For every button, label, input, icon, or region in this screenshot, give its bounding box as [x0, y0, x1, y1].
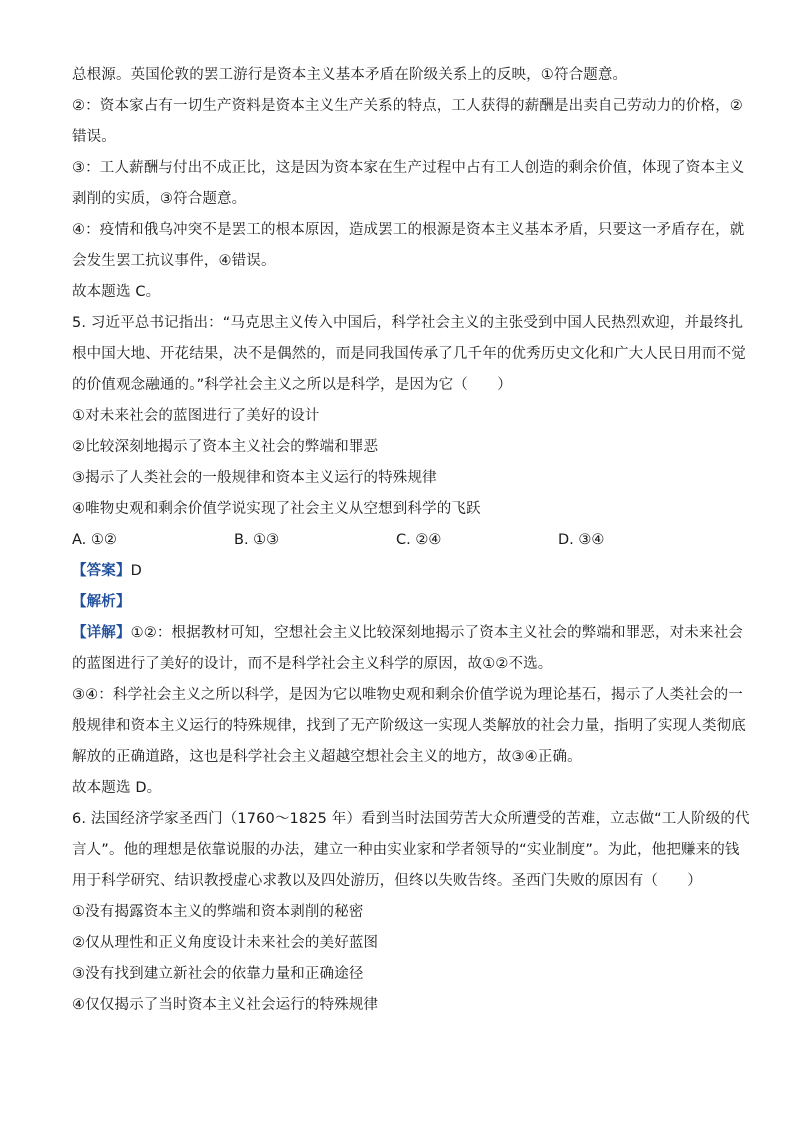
text-line: ④：疫情和俄乌冲突不是罢工的根本原因，造成罢工的根源是资本主义基本矛盾，只要这一矛盾存在，就: [72, 222, 745, 238]
statement-item: ③没有找到建立新社会的依靠力量和正确途径: [72, 966, 364, 982]
detail-line: [72, 618, 743, 649]
statement-item: ②仅从理性和正义角度设计未来社会的美好蓝图: [72, 935, 379, 951]
conclusion-line: 故本题选 C。: [72, 284, 161, 300]
detail-text: ①②：根据教材可知，空想社会主义比较深刻地揭示了资本主义社会的弊端和罪恶，对未来社会: [130, 625, 743, 641]
answer-options: [72, 525, 734, 556]
question-6: [72, 804, 750, 1021]
question-stem-line: 6. 法国经济学家圣西门（1760～1825 年）看到当时法国劳苦大众所遭受的苦难，立志做“工人阶级的代: [72, 811, 750, 827]
question-stem-line: 用于科学研究、结识教授虚心求教以及四处游历，但终以失败告终。圣西门失败的原因有（ ）: [72, 873, 702, 889]
analysis-line: [72, 587, 734, 618]
detail-tag: 【详解】: [72, 625, 131, 641]
question-stem-line: 言人”。他的理想是依靠说服的办法，建立一种由实业家和学者领导的“实业制度”。为此，他把赚来的钱: [72, 842, 740, 858]
text-line: 总根源。英国伦敦的罢工游行是资本主义基本矛盾在阶级关系上的反映，①符合题意。: [72, 67, 628, 83]
answer-value: D: [130, 563, 142, 579]
option-b: B. ①③: [234, 532, 280, 548]
statement-item: ④唯物史观和剩余价值学说实现了社会主义从空想到科学的飞跃: [72, 501, 481, 517]
analysis-tag: 【解析】: [72, 594, 131, 610]
statement-item: ③揭示了人类社会的一般规律和资本主义运行的特殊规律: [72, 470, 437, 486]
statement-item: ②比较深刻地揭示了资本主义社会的弊端和罪恶: [72, 439, 379, 455]
detail-text-line: 般规律和资本主义运行的特殊规律，找到了无产阶级这一实现人类解放的社会力量，指明了实现人类彻底: [72, 718, 746, 734]
answer-line: [72, 556, 734, 587]
question-stem-line: 5. 习近平总书记指出：“马克思主义传入中国后，科学社会主义的主张受到中国人民热烈欢迎，并最终扎: [72, 315, 744, 331]
conclusion-line: 故本题选 D。: [72, 780, 162, 796]
option-c: C. ②④: [396, 532, 442, 548]
statement-item: ④仅仅揭示了当时资本主义社会运行的特殊规律: [72, 997, 379, 1013]
text-line: 错误。: [72, 129, 116, 145]
text-line: 剥削的实质，③符合题意。: [72, 191, 247, 207]
question-5: [72, 308, 746, 804]
question-stem-line: 的价值观念融通的。”科学社会主义之所以是科学，是因为它（ ）: [72, 377, 512, 393]
option-a: A. ①②: [72, 532, 117, 548]
detail-text-line: 的蓝图进行了美好的设计，而不是科学社会主义科学的原因，故①②不选。: [72, 656, 553, 672]
text-line: 会发生罢工抗议事件，④错误。: [72, 253, 276, 269]
text-line: ②：资本家占有一切生产资料是资本主义生产关系的特点，工人获得的薪酬是出卖自己劳动力的价格，②: [72, 98, 743, 114]
detail-text-line: ③④：科学社会主义之所以科学，是因为它以唯物史观和剩余价值学说为理论基石，揭示了人类社会的一: [72, 687, 743, 703]
option-d: D. ③④: [558, 532, 605, 548]
text-line: ③：工人薪酬与付出不成正比，这是因为资本家在生产过程中占有工人创造的剩余价值，体现了资本主义: [72, 160, 745, 176]
detail-text-line: 解放的正确道路，这也是科学社会主义超越空想社会主义的地方，故③④正确。: [72, 749, 582, 765]
statement-item: ①对未来社会的蓝图进行了美好的设计: [72, 408, 320, 424]
answer-tag: 【答案】: [72, 563, 131, 579]
question-stem-line: 根中国大地、开花结果，决不是偶然的，而是同我国传承了几千年的优秀历史文化和广大人民日用而不觉: [72, 346, 746, 362]
statement-item: ①没有揭露资本主义的弊端和资本剥削的秘密: [72, 904, 364, 920]
